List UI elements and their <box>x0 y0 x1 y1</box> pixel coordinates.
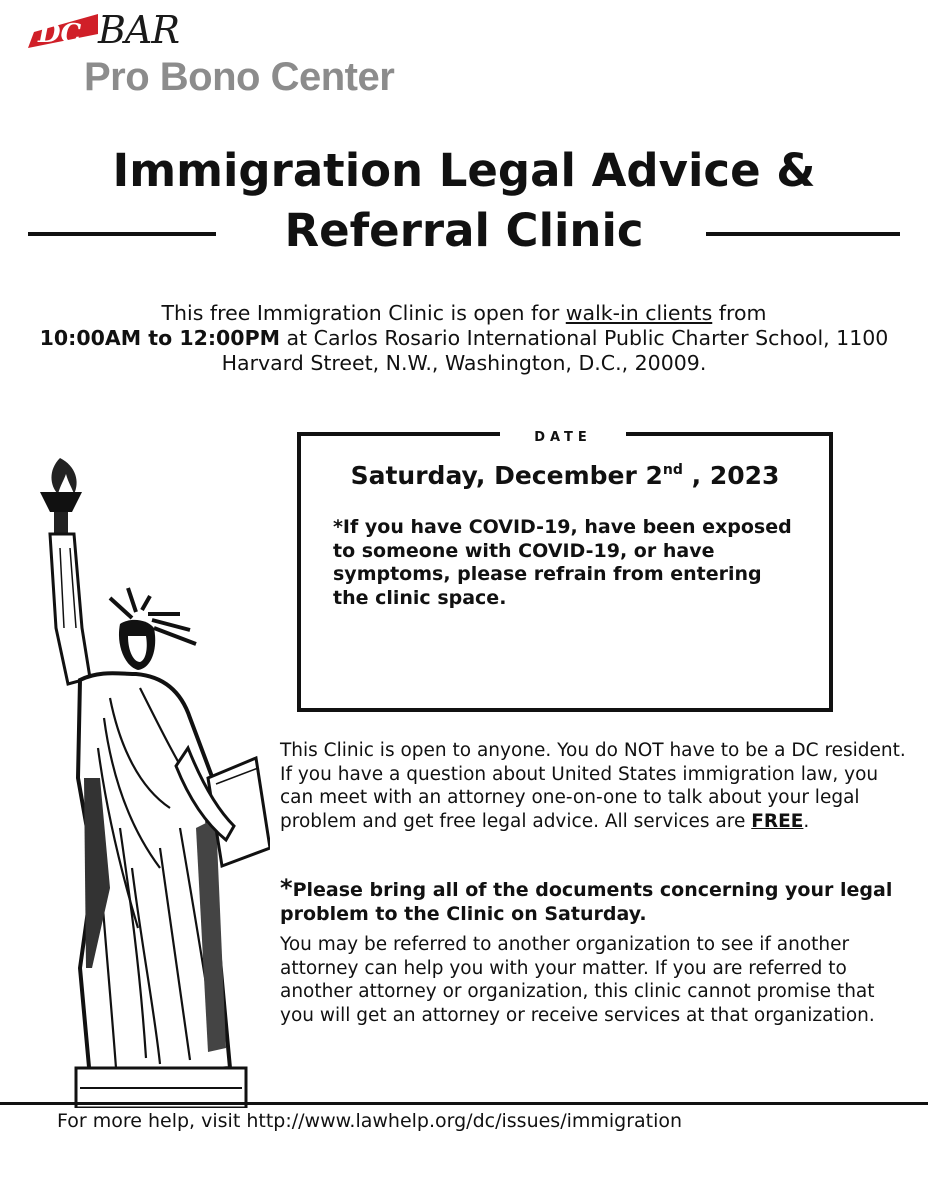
documents-text: Please bring all of the documents concerning your legal problem to the Clinic on Saturday. <box>280 879 893 925</box>
intro-text-1: This free Immigration Clinic is open for <box>161 301 566 325</box>
date-suffix: nd <box>662 462 683 478</box>
footer-divider <box>0 1102 928 1105</box>
logo-dc-text: DC <box>38 19 82 49</box>
dc-bar-logo-mark <box>28 12 102 50</box>
referral-paragraph: You may be referred to another organization to see if another attorney can help you with your matter. If you are referred to another attorney or organization, this clinic cannot promise that you will get an attorney or receive services at that organization. <box>280 934 875 1026</box>
logo-bar-text: BAR <box>98 8 179 52</box>
title-rule-right <box>706 232 900 236</box>
free-emphasis: FREE <box>751 810 804 832</box>
date-label: DATE <box>500 428 626 448</box>
eligibility-text: This Clinic is open to anyone. You do NOT have to be a DC resident. If you have a question about United States immigration law, you can meet with an attorney one-on-one to talk about your legal problem and get free legal advice. All services are <box>280 740 906 832</box>
eligibility-paragraph <box>280 739 910 833</box>
clinic-hours: 10:00AM to 12:00PM <box>39 326 280 350</box>
logo-subtitle: Pro Bono Center <box>84 55 395 99</box>
clinic-date <box>297 458 833 494</box>
statue-of-liberty-illustration <box>20 448 270 1108</box>
date-main: Saturday, December 2 <box>350 461 663 490</box>
walk-in-clients-text: walk-in clients <box>565 301 713 325</box>
intro-text-3: at Carlos Rosario International Public Charter School, 1100 Harvard Street, N.W., Washington, D.C., 20009. <box>221 326 889 375</box>
covid-notice: *If you have COVID-19, have been exposed to someone with COVID-19, or have symptoms, please refrain from entering the clinic space. <box>333 516 792 609</box>
intro-paragraph <box>30 301 898 376</box>
page-title-line1: Immigration Legal Advice & <box>112 144 816 197</box>
asterisk: * <box>280 874 293 902</box>
date-year: , 2023 <box>682 461 780 490</box>
page-title-line2: Referral Clinic <box>284 204 644 257</box>
intro-text-2: from <box>712 301 767 325</box>
footer-help-text: For more help, visit http://www.lawhelp.org/dc/issues/immigration <box>57 1110 683 1132</box>
documents-notice <box>280 876 910 926</box>
eligibility-end: . <box>803 810 810 832</box>
